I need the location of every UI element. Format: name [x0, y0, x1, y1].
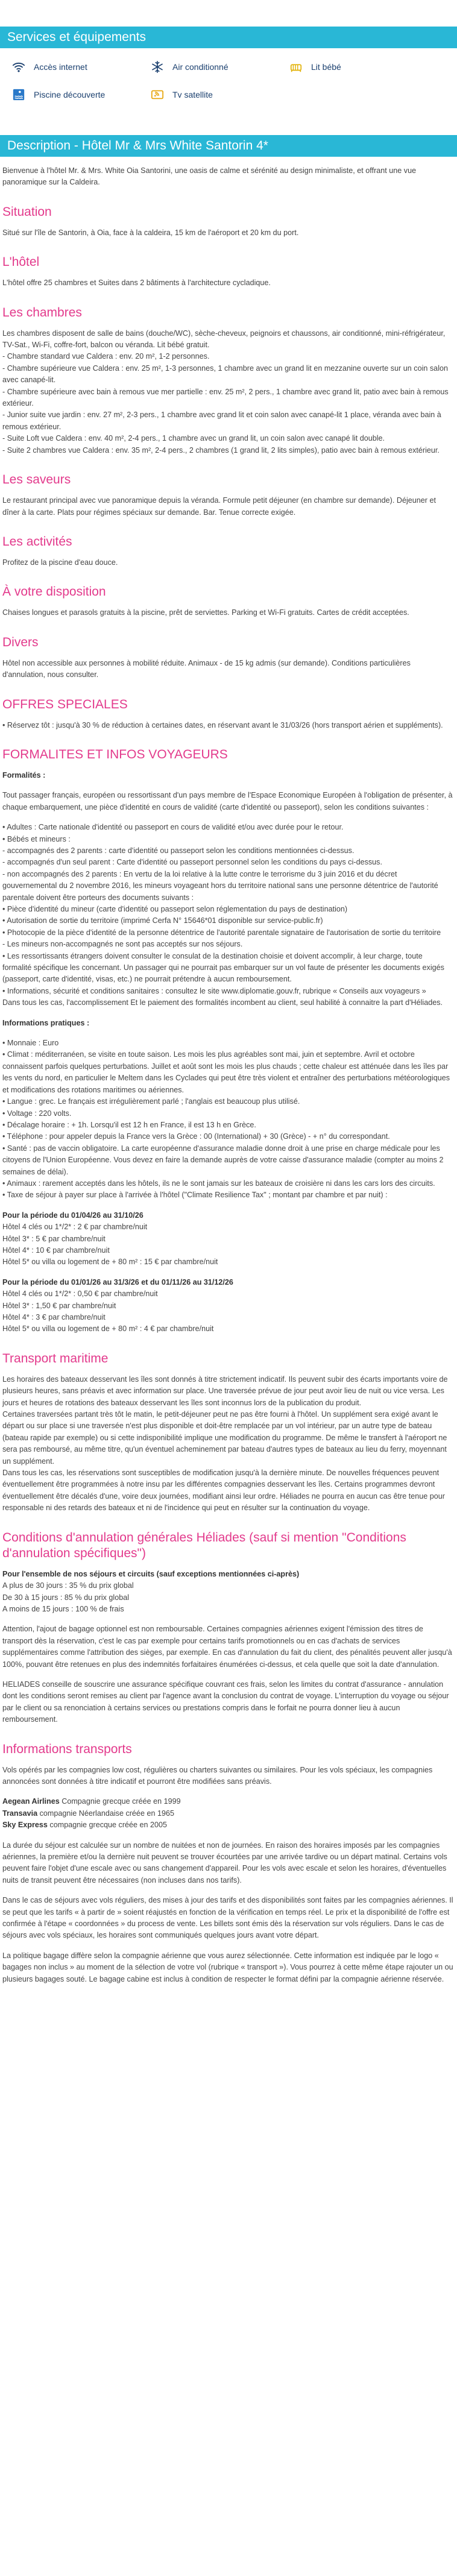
service-pool	[12, 88, 151, 101]
service-label: Lit bébé	[311, 62, 341, 72]
sea-transport-text: Les horaires des bateaux desservant les îles sont donnés à titre strictement indicatif. Ils peuvent subir des écarts importants voire de plusieurs heures, sans préavis et avec information sur place. Une traversée prévue de jour peut avoir lieu de nuit ou vice versa. Les jours et heures de rotations des bateaux desservant les îles sont inconnus lors de la publication du produit. Certaines traversées partant très tôt le matin, le petit-déjeuner peut ne pas être fourni à l'hôtel. Un supplément sera exigé avant le départ ou sur place si une traversée n'est plus disponible et doit-être remplacée par un vol intérieur, par un autre type de bateau (bateau rapide par exemple) ou si cette indisponibilité implique une modification du programme. De même le transfert à l'aéroport ne sera pas remboursé, au même titre, qu'un éventuel acheminement par bateau d'autres types de bateaux au lieu du ferry, moyennant un supplément. Dans tous les cas, les réservations sont susceptibles de modification jusqu'à la dernière minute. De nouvelles fréquences peuvent éventuellement être programmées à notre insu par les différentes compagnies desservant les îles. Certains programmes devront éventuellement être décalés d'une, voire deux journées, modifiant ainsi leur ordre. Héliades ne pourra en aucun cas être tenue pour responsable ni des retards des bateaux et ni de l'incidence qui peut en résulter sur la continuation du voyage.	[2, 1375, 448, 1513]
offers-text: • Réservez tôt : jusqu'à 30 % de réduction à certaines dates, en réservant avant le 31/03/26 (hors transport aérien et suppléments).	[2, 720, 443, 729]
cancellation-text-1: Attention, l'ajout de bagage optionnel est non remboursable. Certaines compagnies aériennes exigent l'émission des titres de transport dès la réservation, c'est le cas par exemple pour certains tarifs promotionnels ou en cas d'achats de services supplémentaires comme l'attribution des sièges, par exemple. En cas d'annulation du fait du client, des pénalités peuvent aller jusqu'à 100%, pouvant être retenues en plus des indemnités forfaitaires énumérées ci-dessus, et cela quelle que soit la date d'annulation.	[2, 1625, 452, 1669]
situation-heading: Situation	[2, 204, 52, 219]
misc-text: Hôtel non accessible aux personnes à mobilité réduite. Animaux - de 15 kg admis (sur demande). Conditions particulières d'annulation, nous consulter.	[2, 658, 411, 679]
activities-heading: Les activités	[2, 534, 72, 549]
services-title: Services et équipements	[0, 27, 457, 48]
service-satellite-tv	[151, 88, 289, 101]
formalities-list: • Adultes : Carte nationale d'identité ou passeport en cours de validité et/ou avec durée pour le retour. • Bébés et mineurs : - accompagnés des 2 parents : carte d'identité ou passeport selon les conditions mentionnées ci-dessus. - accompagnés d'un seul parent : Carte d'identité ou passeport personnel selon les conditions du pays ci-dessus. - non accompagnés des 2 parents : En vertu de la loi relative à la lutte contre le terrorisme du 3 juin 2016 et du décret gouvernemental du 2 novembre 2016, les mineurs voyageant hors du territoire national sans une personne détentrice de l'autorité parentale doivent être porteurs des documents suivants : • Pièce d'identité du mineur (carte d'identité ou passeport selon réglementation du pays de destination) • Autorisation de sortie du territoire (imprimé Cerfa N° 15646*01 disponible sur service-public.fr) • Photocopie de la pièce d'identité de la personne détentrice de l'autorité parentale signataire de l'autorisation de sortie du territoire - Les mineurs non-accompagnés ne sont pas acceptés sur nos séjours. • Les ressortissants étrangers doivent consulter le consulat de la destination choisie et doivent accomplir, à leur charge, toute formalité spécifique les concernant. Un passager qui ne pourrait pas embarquer sur un vol faute de présenter les documents exigés (passeport, carte d'identité, visas, etc.) ne pourrait prétendre à aucun remboursement. • Informations, sécurité et conditions sanitaires : consultez le site www.diplomatie.gouv.fr, rubrique « Conseils aux voyageurs » Dans tous les cas, l'accomplissement Et le paiement des formalités incombent au client, seul habilité à connaitre la part d'Héliades.	[2, 823, 444, 1007]
misc-heading: Divers	[2, 635, 39, 649]
formalities-heading: FORMALITES ET INFOS VOYAGEURS	[2, 747, 228, 761]
service-baby-bed	[289, 60, 434, 74]
cancellation-text-2: HELIADES conseille de souscrire une assurance spécifique couvrant ces frais, selon les limites du contrat d'assurance - annulation dont les conditions seront remises au client par l'agence avant la conclusion du contrat de voyage. L'interruption du voyage ou séjour par le client ou sa renonciation à certains services ou prestations compris dans le forfait ne pourra donner lieu à aucun remboursement.	[2, 1680, 449, 1724]
formalities-intro: Tout passager français, européen ou ressortissant d'un pays membre de l'Espace Economique Européen à l'obligation de présenter, à chaque embarquement, une pièce d'identité en cours de validité (carte d'identité ou passeport), selon les conditions suivantes :	[2, 791, 453, 811]
snowflake-icon	[151, 60, 164, 74]
sea-transport-heading: Transport maritime	[2, 1351, 109, 1365]
airlines-list: Aegean Airlines Compagnie grecque créée en 1999 Transavia compagnie Néerlandaise créée en 1965 Sky Express compagnie grecque créée en 2005	[2, 1797, 181, 1830]
service-label: Piscine découverte	[34, 90, 106, 99]
pool-icon	[12, 88, 25, 101]
tax-period-2: Pour la période du 01/01/26 au 31/3/26 et du 01/11/26 au 31/12/26 Hôtel 4 clés ou 1*/2* : 0,50 € par chambre/nuit Hôtel 3* : 1,50 € par chambre/nuit Hôtel 4* : 3 € par chambre/nuit Hôtel 5* ou villa ou logement de + 80 m² : 4 € par chambre/nuit	[2, 1277, 233, 1334]
service-label: Air conditionné	[172, 62, 228, 72]
practical-info-list: • Monnaie : Euro • Climat : méditerranéen, se visite en toute saison. Les mois les plus agréables sont mai, juin et septembre. Avril et octobre connaissent parfois quelques perturbations. Juillet et août sont les mois les plus chauds ; cette chaleur est atténuée dans les îles par les vents du nord, en particulier le Meltem dans les Cyclades qui peut être très violent et entraîner des perturbations météorologiques et modifications des rotations maritimes ou aériennes. • Langue : grec. Le français est irrégulièrement parlé ; l'anglais est beaucoup plus utilisé. • Voltage : 220 volts. • Décalage horaire : + 1h. Lorsqu'il est 12 h en France, il est 13 h en Grèce. • Téléphone : pour appeler depuis la France vers la Grèce : 00 (International) + 30 (Grèce) - + n° du correspondant. • Santé : pas de vaccin obligatoire. La carte européenne d'assurance maladie donne droit à une prise en charge médicale pour les citoyens de l'Union Européenne. Vous devez en faire la demande auprès de votre caisse d'assurance maladie (compter au moins 2 semaines de délai). • Animaux : rarement acceptés dans les hôtels, ils ne le sont jamais sur les bateaux de croisière ni dans les cars lors des circuits. • Taxe de séjour à payer sur place à l'arrivée à l'hôtel ("Climate Resilience Tax" ; montant par chambre et par nuit) :	[2, 1039, 450, 1200]
baby-bed-icon	[289, 60, 303, 74]
wifi-icon	[12, 60, 25, 74]
service-internet	[12, 60, 151, 74]
facilities-heading: À votre disposition	[2, 585, 106, 599]
transport-info-text-2: Dans le cas de séjours avec vols réguliers, des mises à jour des tarifs et des disponibilités sont faites par les compagnies aériennes. Il se peut que les tarifs « à partir de » soient réajustés en fonction de la vérification en temps réel. Le prix et la disponibilité de l'offre est confirmée à l'étape « coordonnées » du process de vente. Les billets sont émis dès la réservation sur vols réguliers. Dans le cas de séjours avec vols spéciaux, les horaires sont communiqués quelques jours avant votre départ.	[2, 1896, 453, 1940]
satellite-icon	[151, 88, 164, 101]
description-content	[0, 157, 457, 2012]
dining-heading: Les saveurs	[2, 473, 71, 487]
transport-info-intro: Vols opérés par les compagnies low cost, régulières ou charters suivantes ou similaires. Pour les vols spéciaux, les compagnies annoncées sont données à titre indicatif et pourront être modifiées sans préavis.	[2, 1765, 433, 1786]
service-label: Accès internet	[34, 62, 87, 72]
description-title: Description - Hôtel Mr & Mrs White Santorin 4*	[0, 135, 457, 157]
situation-text: Situé sur l'île de Santorin, à Oia, face à la caldeira, 15 km de l'aéroport et 20 km du port.	[2, 228, 299, 237]
facilities-text: Chaises longues et parasols gratuits à la piscine, prêt de serviettes. Parking et Wi-Fi gratuits. Cartes de crédit acceptées.	[2, 608, 409, 617]
transport-info-heading: Informations transports	[2, 1742, 132, 1756]
intro-text: Bienvenue à l'hôtel Mr. & Mrs. White Oia Santorini, une oasis de calme et sérénité au design minimaliste, et offrant une vue panoramique sur la Caldeira.	[2, 166, 417, 187]
service-label: Tv satellite	[172, 90, 213, 99]
practical-info-title: Informations pratiques :	[2, 1018, 90, 1027]
service-air-conditioning	[151, 60, 289, 74]
hotel-text: L'hôtel offre 25 chambres et Suites dans 2 bâtiments à l'architecture cycladique.	[2, 279, 271, 288]
transport-info-text-1: La durée du séjour est calculée sur un nombre de nuitées et non de journées. En raison des horaires imposés par les compagnies aériennes, la première et/ou la dernière nuit peuvent se trouver écourtées par une arrivée tardive ou un départ matinal. Certains vols peuvent faire l'objet d'une escale avec ou sans changement d'appareil. Pour les vols avec escale et selon les horaires, d'éventuelles nuits de transit peuvent être nécessaires (non incluses dans nos tarifs).	[2, 1841, 447, 1885]
rooms-heading: Les chambres	[2, 305, 82, 320]
formalities-subtitle: Formalités :	[2, 770, 46, 779]
tax-period-1: Pour la période du 01/04/26 au 31/10/26 Hôtel 4 clés ou 1*/2* : 2 € par chambre/nuit Hôtel 3* : 5 € par chambre/nuit Hôtel 4* : 10 € par chambre/nuit Hôtel 5* ou villa ou logement de + 80 m² : 15 € par chambre/nuit	[2, 1211, 218, 1267]
activities-text: Profitez de la piscine d'eau douce.	[2, 558, 118, 567]
hotel-heading: L'hôtel	[2, 255, 40, 269]
rooms-text: Les chambres disposent de salle de bains (douche/WC), sèche-cheveux, peignoirs et chaussons, air conditionné, mini-réfrigérateur, TV-Sat., Wi-Fi, coffre-fort, balcon ou véranda. Lit bébé gratuit. - Chambre standard vue Caldera : env. 20 m², 1-2 personnes. - Chambre supérieure vue Caldera : env. 25 m², 1-3 personnes, 1 chambre avec un grand lit en mezzanine ouverte sur un coin salon avec canapé-lit. - Chambre supérieure avec bain à remous vue mer partielle : env. 25 m², 2 pers., 1 chambre avec grand lit, patio avec bain à remous extérieur. - Junior suite vue jardin : env. 27 m², 2-3 pers., 1 chambre avec grand lit et coin salon avec canapé-lit 1 place, véranda avec bain à remous extérieur. - Suite Loft vue Caldera : env. 40 m², 2-4 pers., 1 chambre avec un grand lit, un coin salon avec canapé lit double. - Suite 2 chambres vue Caldera : env. 35 m², 2-4 pers., 2 chambres (1 grand lit, 2 lits simples), patio avec bain à remous extérieur.	[2, 329, 449, 455]
services-grid	[0, 48, 457, 115]
cancellation-terms: Pour l'ensemble de nos séjours et circuits (sauf exceptions mentionnées ci-après) A plus de 30 jours : 35 % du prix global De 30 à 15 jours : 85 % du prix global A moins de 15 jours : 100 % de frais	[2, 1569, 300, 1613]
cancellation-heading: Conditions d'annulation générales Héliades (sauf si mention "Conditions d'annulation spécifiques")	[2, 1530, 406, 1560]
offers-heading: OFFRES SPECIALES	[2, 697, 128, 711]
transport-info-text-3: La politique bagage diffère selon la compagnie aérienne que vous aurez sélectionnée. Cette information est indiquée par le logo « bagages non inclus » au moment de la sélection de votre vol (rubrique « transport »). Vous pourrez à cette même étape rajouter un ou plusieurs bagages souté. Le bagage cabine est inclus à condition de respecter le format défini par la compagnie aérienne réservée.	[2, 1951, 453, 1983]
dining-text: Le restaurant principal avec vue panoramique depuis la véranda. Formule petit déjeuner (en chambre sur demande). Déjeuner et dîner à la carte. Plats pour régimes spéciaux sur demande. Bar. Tenue correcte exigée.	[2, 496, 436, 517]
